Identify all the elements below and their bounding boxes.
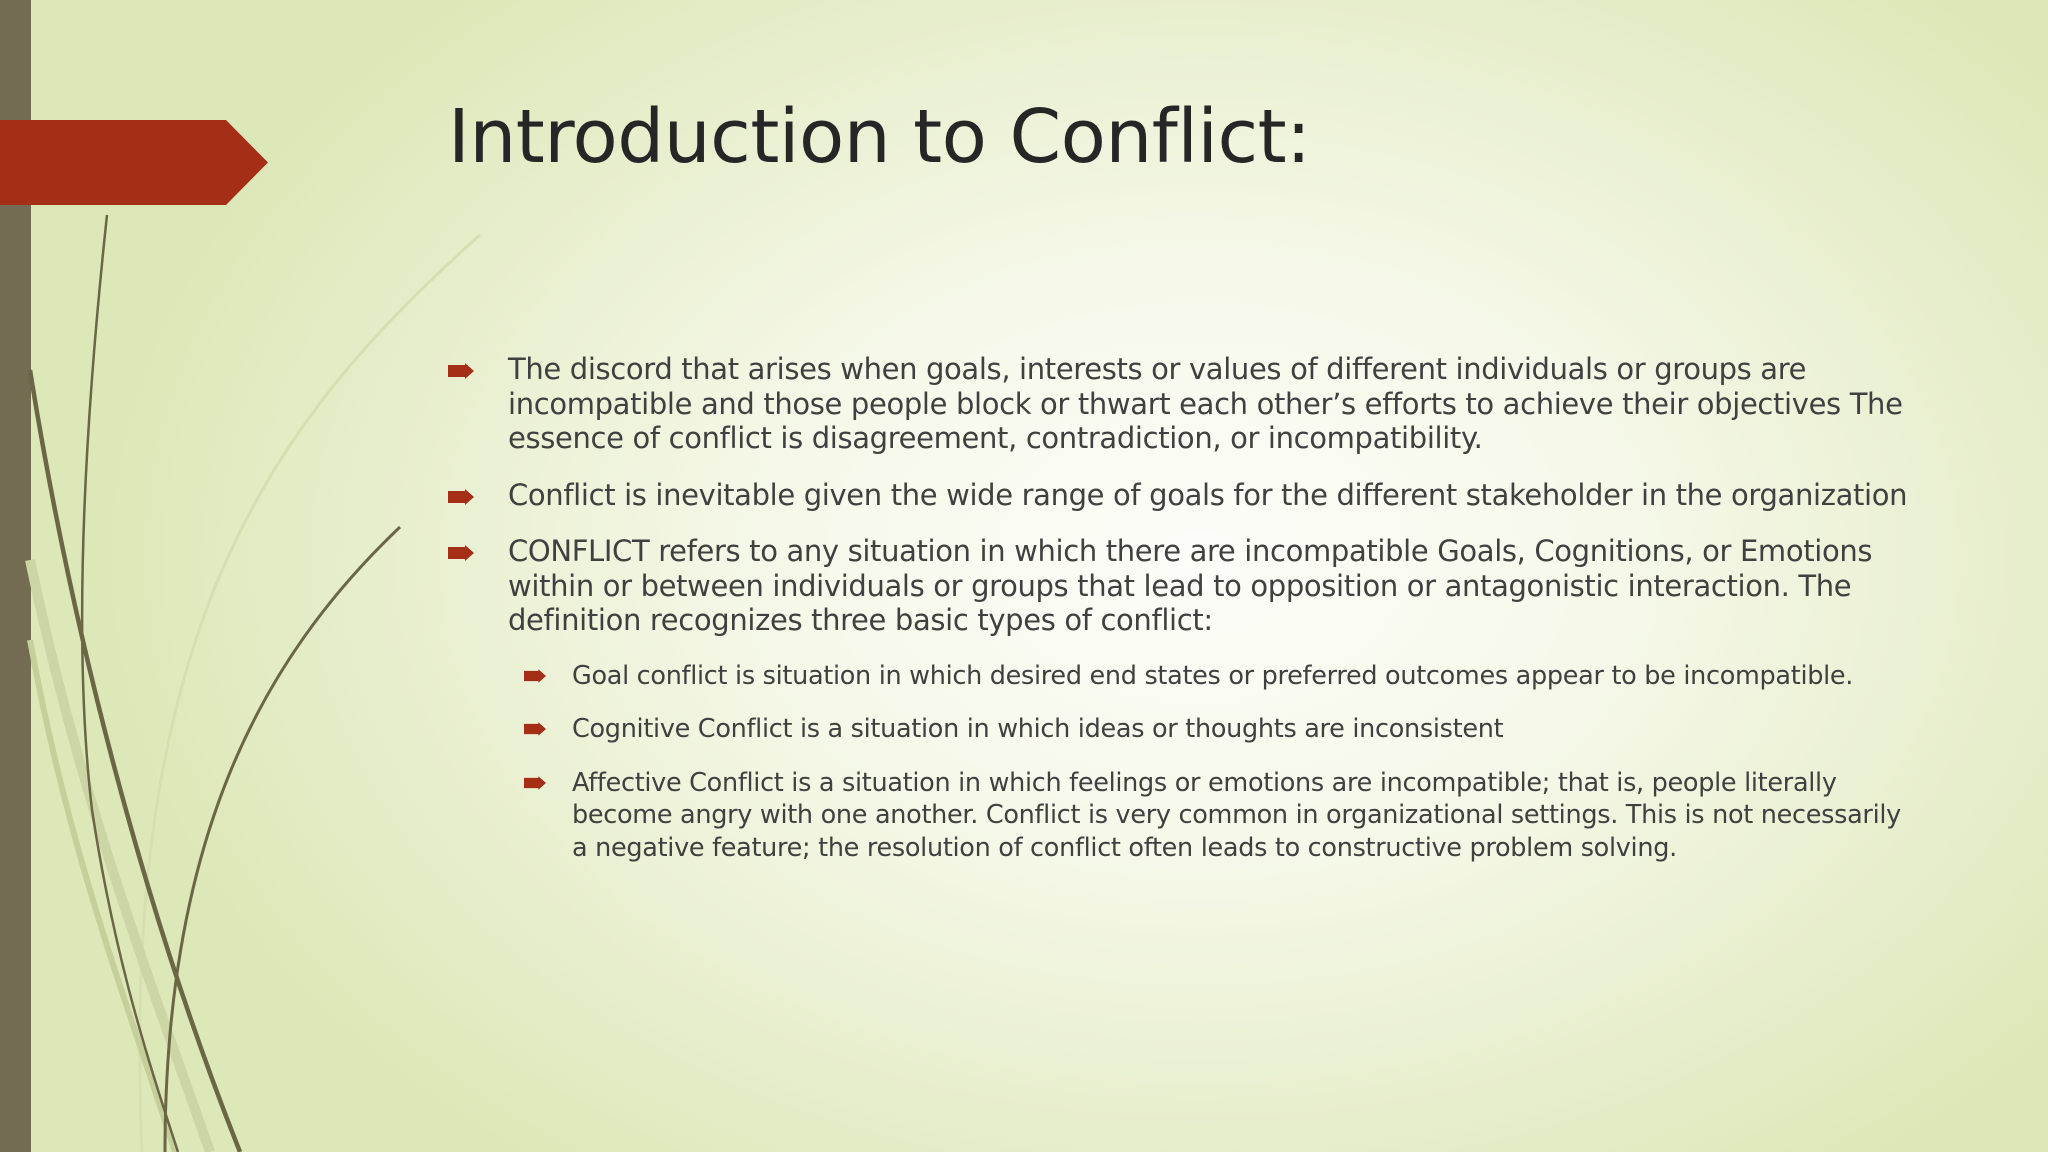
bullet-text: Affective Conflict is a situation in which feelings or emotions are incompatible; that is, people literally become angry with one another. Conflict is very common in organizational settings. This is not necessarily a negative feature; the resolution of conflict often leads to constructive problem solving. xyxy=(572,767,1901,863)
list-item xyxy=(448,478,1918,513)
sub-list-item xyxy=(524,767,1918,865)
bullet-text: CONFLICT refers to any situation in which there are incompatible Goals, Cognitions, or Emotions within or between individuals or groups that lead to opposition or antagonistic interaction. The definition recognizes three basic types of conflict: xyxy=(508,534,1873,637)
arrow-bullet-icon xyxy=(524,722,546,736)
list-item xyxy=(448,352,1918,456)
arrow-bullet-icon xyxy=(448,545,474,561)
arrow-bullet-icon xyxy=(524,669,546,683)
arrow-bullet-icon xyxy=(448,489,474,505)
arrow-bullet-icon xyxy=(524,776,546,790)
title-arrow-shape xyxy=(0,120,268,205)
decorative-curve xyxy=(165,527,400,1152)
bullet-text: The discord that arises when goals, interests or values of different individuals or groups are incompatible and those people block or thwart each other’s efforts to achieve their objectives The essence of conflict is disagreement, contradiction, or incompatibility. xyxy=(508,352,1903,455)
bullet-text: Conflict is inevitable given the wide range of goals for the different stakeholder in the organization xyxy=(508,477,1908,512)
bullet-text: Goal conflict is situation in which desired end states or preferred outcomes appear to be incompatible. xyxy=(572,660,1854,691)
arrow-bullet-icon xyxy=(448,363,474,379)
bullet-list xyxy=(448,352,1918,885)
bullet-text: Cognitive Conflict is a situation in which ideas or thoughts are inconsistent xyxy=(572,714,1504,744)
sub-list-item xyxy=(524,660,1918,693)
list-item xyxy=(448,534,1918,638)
decorative-curve xyxy=(30,560,210,1152)
slide-title: Introduction to Conflict: xyxy=(448,94,1311,180)
sub-list-item xyxy=(524,713,1918,746)
